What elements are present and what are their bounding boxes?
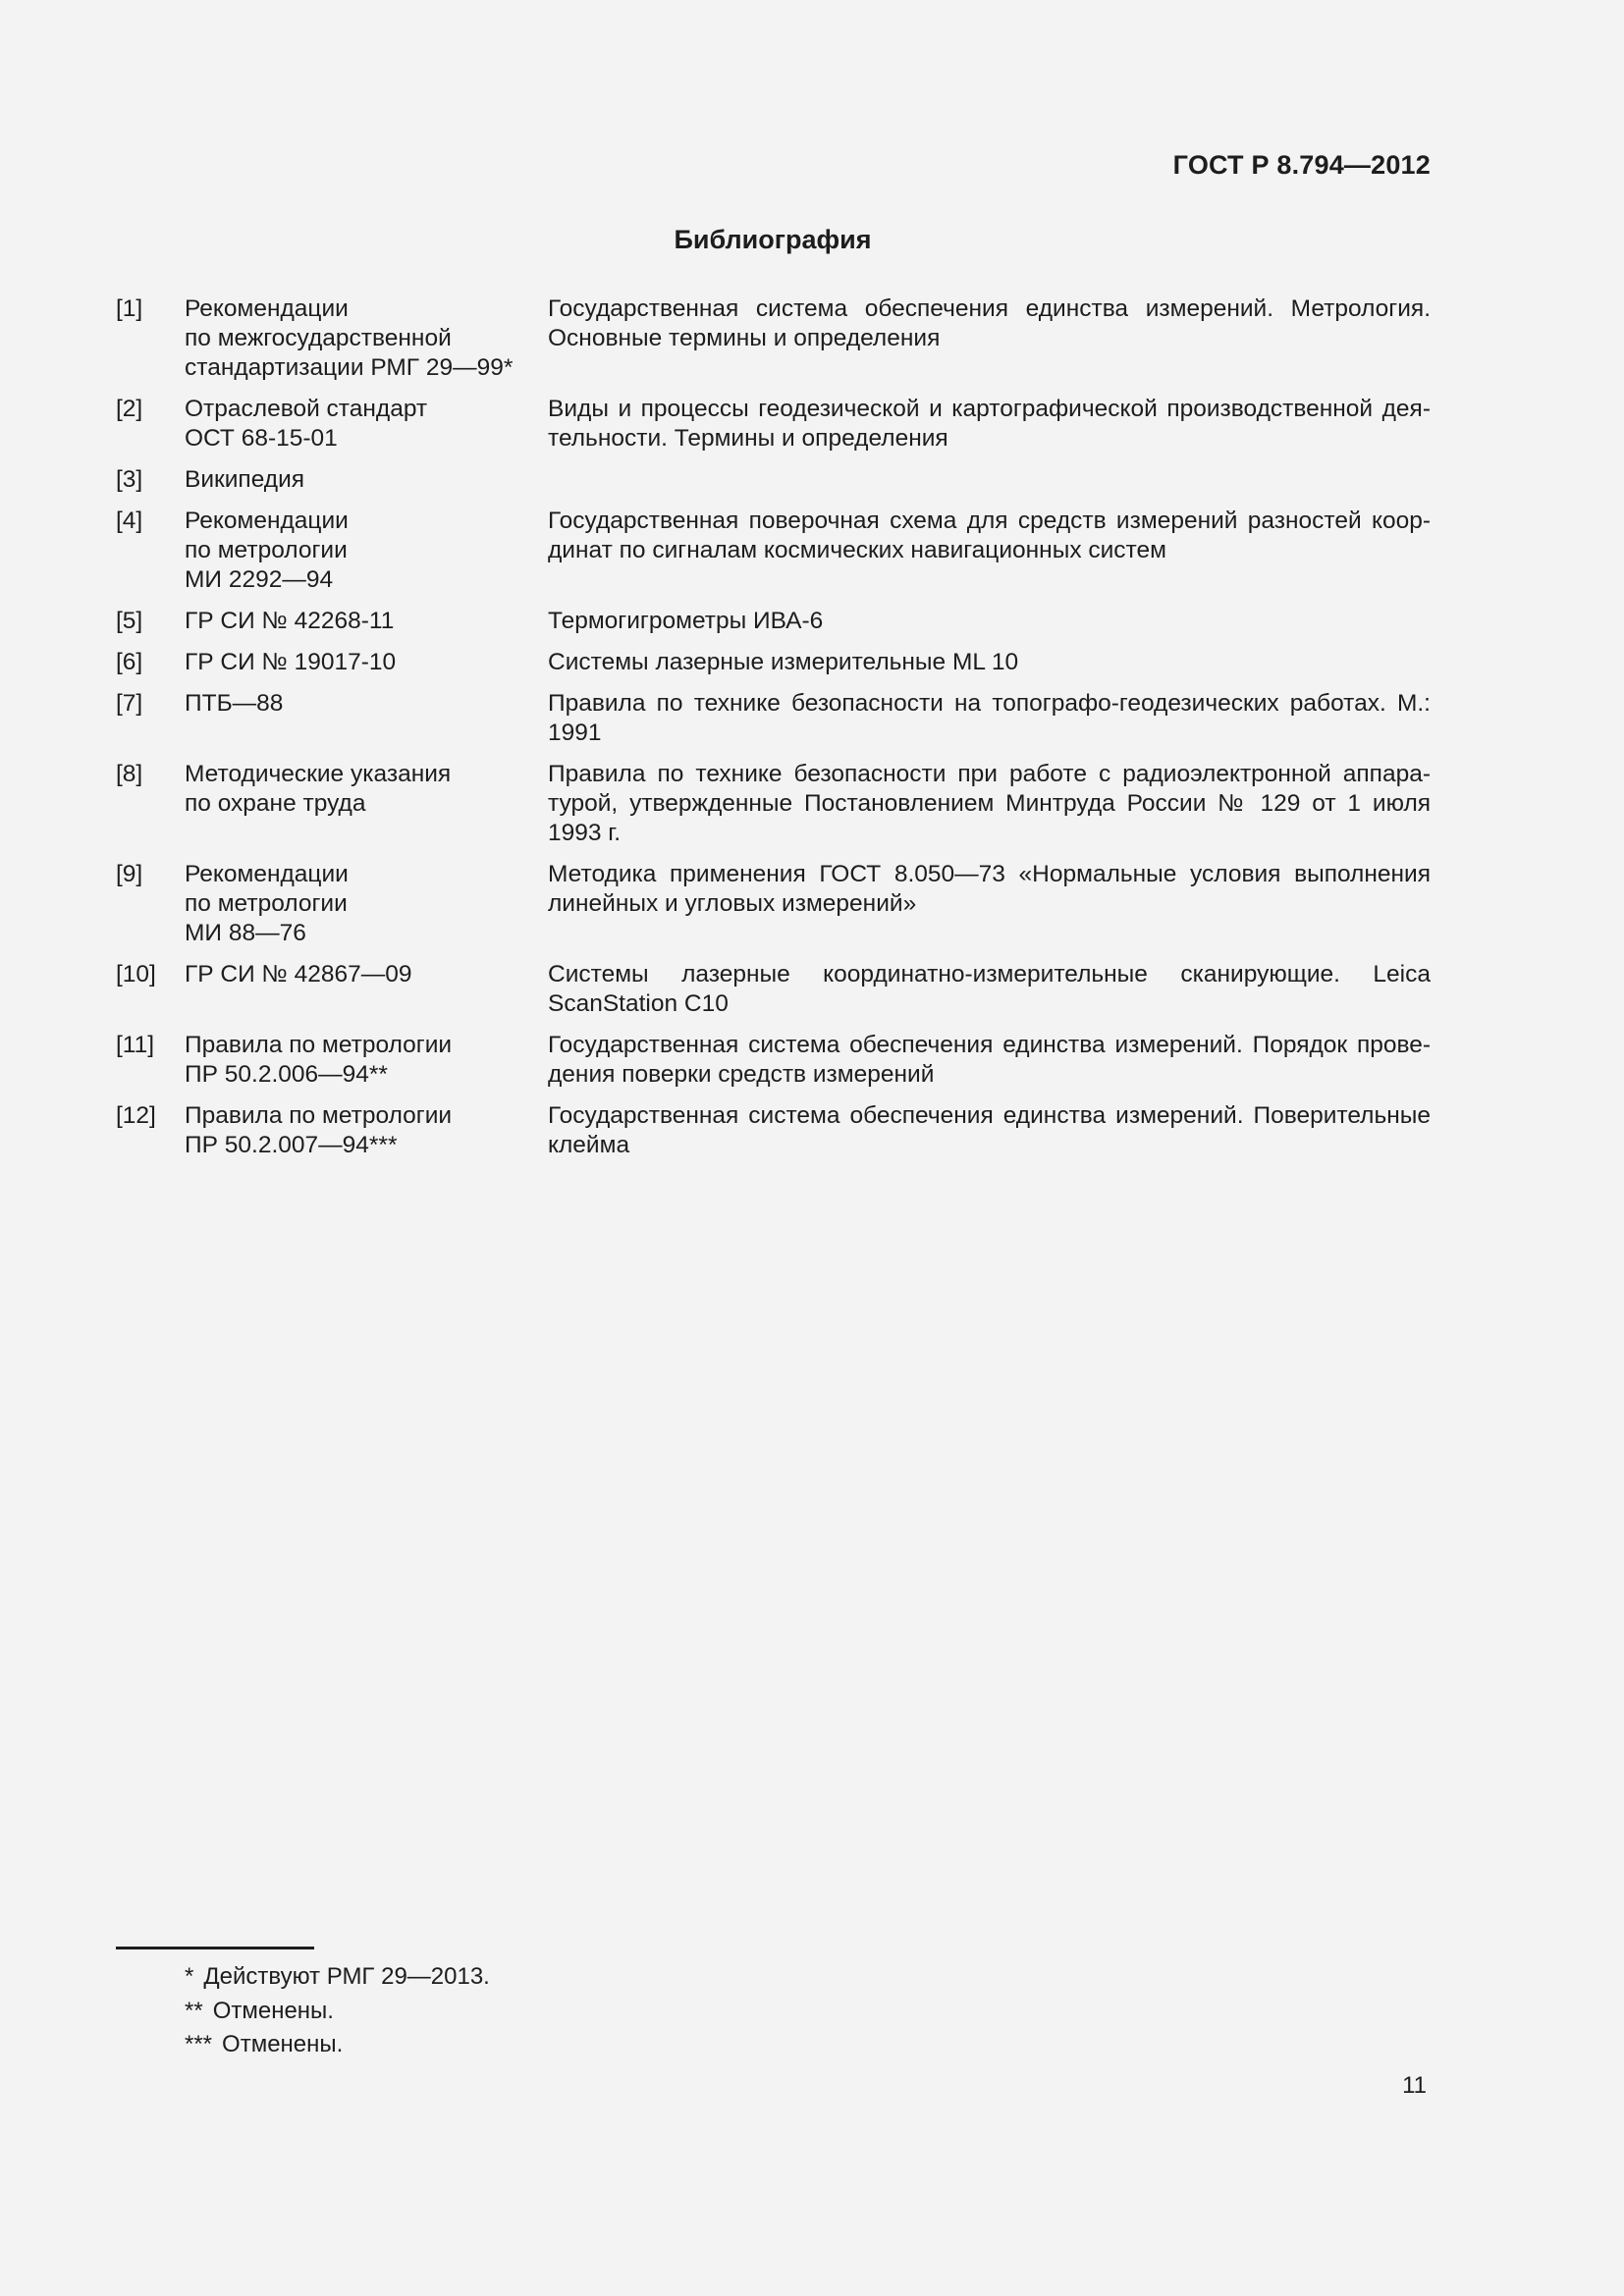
- entry-number: [9]: [116, 861, 143, 887]
- entry-source: [185, 648, 548, 677]
- entry-source-line: ПР 50.2.006—94**: [185, 1061, 388, 1088]
- entry-number: [8]: [116, 761, 143, 787]
- footnote-mark: *: [185, 1963, 194, 1990]
- entry-source-line: ГР СИ № 42268-11: [185, 608, 395, 634]
- entry-description: Государственная поверочная схема для средств измерений разностей коор-динат по сигналам космических навигационных систем: [548, 507, 1431, 563]
- entry-source: [185, 960, 548, 1019]
- footnote: [185, 2028, 490, 2062]
- bibliography-entry: [116, 1031, 1431, 1090]
- entry-source-line: Рекомендации: [185, 507, 349, 534]
- entry-source: [185, 1101, 548, 1160]
- entry-source: [185, 1031, 548, 1090]
- bibliography-entry: [116, 960, 1431, 1019]
- entry-source: [185, 689, 548, 748]
- entry-number: [1]: [116, 295, 143, 322]
- entry-number: [11]: [116, 1032, 155, 1058]
- footnote-text: Действуют РМГ 29—2013.: [203, 1963, 490, 1990]
- entry-source-line: Отраслевой стандарт: [185, 396, 428, 422]
- entry-description: Государственная система обеспечения единства измерений. Порядок прове-дения поверки средств измерений: [548, 1032, 1431, 1088]
- entry-source-line: Правила по метрологии: [185, 1102, 453, 1129]
- entry-source-line: Правила по метрологии: [185, 1032, 453, 1058]
- entry-source-line: МИ 2292—94: [185, 566, 334, 593]
- entry-source: [185, 860, 548, 948]
- entry-source: [185, 465, 548, 495]
- bibliography-entry: [116, 465, 1431, 495]
- bibliography-entry: [116, 507, 1431, 595]
- entry-source-line: Рекомендации: [185, 861, 349, 887]
- footnote: [185, 1995, 490, 2029]
- bibliography-list: [116, 294, 1431, 1172]
- entry-source-line: ГР СИ № 42867—09: [185, 961, 412, 988]
- entry-source-line: по метрологии: [185, 890, 348, 917]
- bibliography-entry: [116, 1101, 1431, 1160]
- entry-number: [12]: [116, 1102, 156, 1129]
- document-code: ГОСТ Р 8.794—2012: [1172, 150, 1431, 180]
- entry-source-line: ГР СИ № 19017-10: [185, 649, 397, 675]
- entry-source-line: ОСТ 68-15-01: [185, 425, 338, 452]
- entry-description: Государственная система обеспечения единства измерений. Метрология. Основные термины и определения: [548, 295, 1431, 351]
- entry-description: Правила по технике безопасности при работе с радиоэлектронной аппара-турой, утвержденные Постановлением Минтруда России № 129 от 1 июля 1993 г.: [548, 761, 1431, 846]
- footnote-mark: **: [185, 1997, 203, 2024]
- entry-description: Виды и процессы геодезической и картографической производственной дея-тельности. Термины и определения: [548, 396, 1431, 452]
- footnote: [185, 1960, 490, 1995]
- entry-number: [5]: [116, 608, 143, 634]
- entry-source: [185, 395, 548, 454]
- bibliography-entry: [116, 648, 1431, 677]
- bibliography-entry: [116, 860, 1431, 948]
- entry-description: Методика применения ГОСТ 8.050—73 «Нормальные условия выполнения линейных и угловых измерений»: [548, 861, 1431, 917]
- entry-source-line: ПР 50.2.007—94***: [185, 1132, 398, 1158]
- entry-source: [185, 607, 548, 636]
- entry-number: [3]: [116, 466, 143, 493]
- bibliography-entry: [116, 294, 1431, 383]
- entry-source-line: стандартизации РМГ 29—99*: [185, 354, 514, 381]
- page-number: 11: [1402, 2072, 1427, 2099]
- bibliography-entry: [116, 760, 1431, 848]
- entry-source-line: по метрологии: [185, 537, 348, 563]
- footnotes: [185, 1960, 490, 2062]
- entry-number: [7]: [116, 690, 143, 717]
- bibliography-entry: [116, 395, 1431, 454]
- footnote-divider: [116, 1947, 314, 1949]
- entry-source-line: Методические указания: [185, 761, 452, 787]
- entry-source-line: по межгосударственной: [185, 325, 452, 351]
- entry-description: Системы лазерные координатно-измерительные сканирующие. Leica ScanStation C10: [548, 961, 1431, 1017]
- entry-source-line: ПТБ—88: [185, 690, 284, 717]
- entry-description: Термогигрометры ИВА-6: [548, 608, 824, 634]
- footnote-mark: ***: [185, 2031, 213, 2057]
- footnote-text: Отменены.: [212, 1997, 334, 2024]
- entry-number: [6]: [116, 649, 143, 675]
- entry-source: [185, 760, 548, 848]
- footnote-text: Отменены.: [222, 2031, 344, 2057]
- bibliography-entry: [116, 607, 1431, 636]
- entry-source-line: Википедия: [185, 466, 305, 493]
- entry-description: [548, 465, 1431, 495]
- entry-number: [4]: [116, 507, 143, 534]
- entry-source-line: МИ 88—76: [185, 920, 306, 946]
- entry-description: Государственная система обеспечения единства измерений. Поверительные клейма: [548, 1102, 1431, 1158]
- entry-source-line: по охране труда: [185, 790, 366, 817]
- entry-source: [185, 294, 548, 383]
- entry-source-line: Рекомендации: [185, 295, 349, 322]
- entry-description: Правила по технике безопасности на топографо-геодезических работах. М.: 1991: [548, 690, 1431, 746]
- entry-description: Системы лазерные измерительные ML 10: [548, 649, 1019, 675]
- entry-number: [2]: [116, 396, 143, 422]
- page-title: Библиография: [674, 225, 872, 254]
- entry-number: [10]: [116, 961, 156, 988]
- bibliography-entry: [116, 689, 1431, 748]
- entry-source: [185, 507, 548, 595]
